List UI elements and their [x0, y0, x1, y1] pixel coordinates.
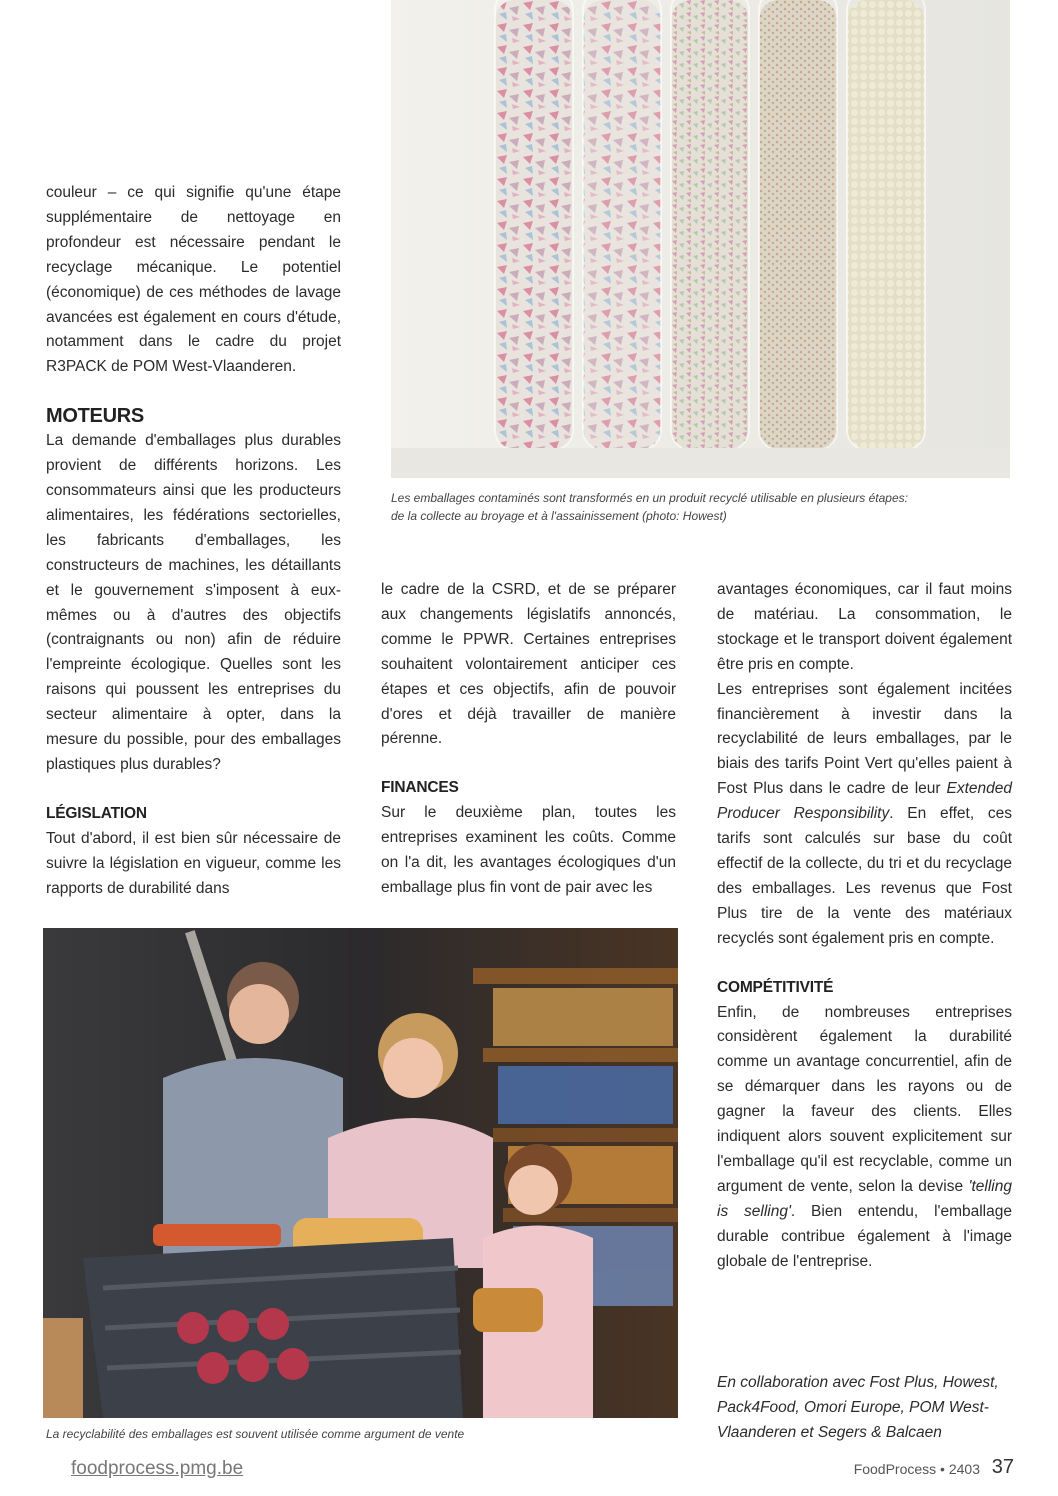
family-shopping-photo: [43, 928, 678, 1418]
epr-term: Extended Producer Responsibility: [717, 780, 1012, 823]
family-shopping-illustration: [43, 928, 678, 1418]
column-1: [46, 181, 341, 901]
heading-competitivite: COMPÉTITIVITÉ: [717, 978, 834, 996]
heading-legislation: LÉGISLATION: [46, 804, 147, 822]
tubes-photo-caption: [391, 489, 1011, 525]
moteurs-paragraph: La demande d'emballages plus durables provient de différents horizons. Les consommateurs ainsi que les producteurs alimentaires, les fédérations sectorielles, les fabricants d'emballages, les constructeurs de machines, les détaillants et le gouvernement s'imposent à eux-mêmes ou à d'autres des objectifs (contraignants ou non) afin de réduire l'empreinte écologique. Quelles sont les raisons qui poussent les entreprises du secteur alimentaire à opter, dans la mesure du possible, pour des emballages plastiques plus durables?: [46, 432, 341, 773]
legislation-paragraph: Tout d'abord, il est bien sûr nécessaire de suivre la législation en vigueur, comme les rapports de durabilité dans: [46, 829, 341, 897]
recycling-tubes-illustration: [391, 0, 1010, 478]
website-link[interactable]: foodprocess.pmg.be: [71, 1458, 244, 1479]
slogan: 'telling is selling': [717, 1177, 1012, 1220]
caption-line: de la collecte au broyage et à l'assainissement (photo: Howest): [391, 509, 727, 523]
point-vert-paragraph: [717, 678, 1012, 952]
page-number: 37: [991, 1456, 1014, 1478]
heading-finances: FINANCES: [381, 779, 459, 797]
economics-paragraph: avantages économiques, car il faut moins de matériau. La consommation, le stockage et le transport doivent également être pris en compte.: [717, 581, 1012, 673]
magazine-issue: FoodProcess • 2403: [853, 1461, 980, 1477]
credit-text: En collaboration avec Fost Plus, Howest, Pack4Food, Omori Europe, POM West-Vlaanderen et Segers & Balcaen: [717, 1374, 999, 1441]
credit-block: [717, 1371, 1012, 1446]
text-run: Enfin, de nombreuses entreprises considèrent également la durabilité comme un avantage concurrentiel, afin de se démarquer dans les rayons ou de gagner la faveur des clients. Elles indiquent alors souvent explicitement sur l'emballage qu'il est recyclable, comme un argument de vente, selon la devise: [717, 1003, 1012, 1195]
recycling-tubes-photo: [391, 0, 1010, 478]
text-run: . Bien entendu, l'emballage durable contribue également à l'image globale de l'entreprise.: [717, 1202, 1012, 1270]
family-photo-caption: La recyclabilité des emballages est souvent utilisée comme argument de vente: [46, 1427, 465, 1441]
csrd-paragraph: le cadre de la CSRD, et de se préparer aux changements législatifs annoncés, comme le PPWR. Certaines entreprises souhaitent volontairement anticiper ces étapes et ces objectifs, afin de pouvoir d'ores et déjà travailler de manière pérenne.: [381, 581, 676, 748]
competitivite-paragraph: [717, 1001, 1012, 1275]
heading-moteurs: MOTEURS: [46, 405, 144, 428]
text-run: . En effet, ces tarifs sont calculés sur base du coût effectif de la collecte, du tri et du recyclage des emballages. Les revenus que Fost Plus tire de la vente des matériaux recyclés sont également pris en compte.: [717, 805, 1012, 947]
caption-line: Les emballages contaminés sont transformés en un produit recyclé utilisable en plusieurs étapes:: [391, 491, 908, 505]
column-2: [381, 578, 676, 901]
finances-paragraph: Sur le deuxième plan, toutes les entreprises examinent les coûts. Comme on l'a dit, les avantages écologiques d'un emballage plus fin vont de pair avec les: [381, 804, 676, 896]
column-3: [717, 578, 1012, 1274]
intro-paragraph: couleur – ce qui signifie qu'une étape supplémentaire de nettoyage en profondeur est nécessaire pendant le recyclage mécanique. Le potentiel (économique) de ces méthodes de lavage avancées est également en cours d'étude, notamment dans le cadre du projet R3PACK de POM West-Vlaanderen.: [46, 184, 341, 376]
text-run: Les entreprises sont également incitées financièrement à investir dans la recyclabilité de leurs emballages, par le biais des tarifs Point Vert qu'elles paient à Fost Plus dans le cadre de leur: [717, 680, 1012, 798]
